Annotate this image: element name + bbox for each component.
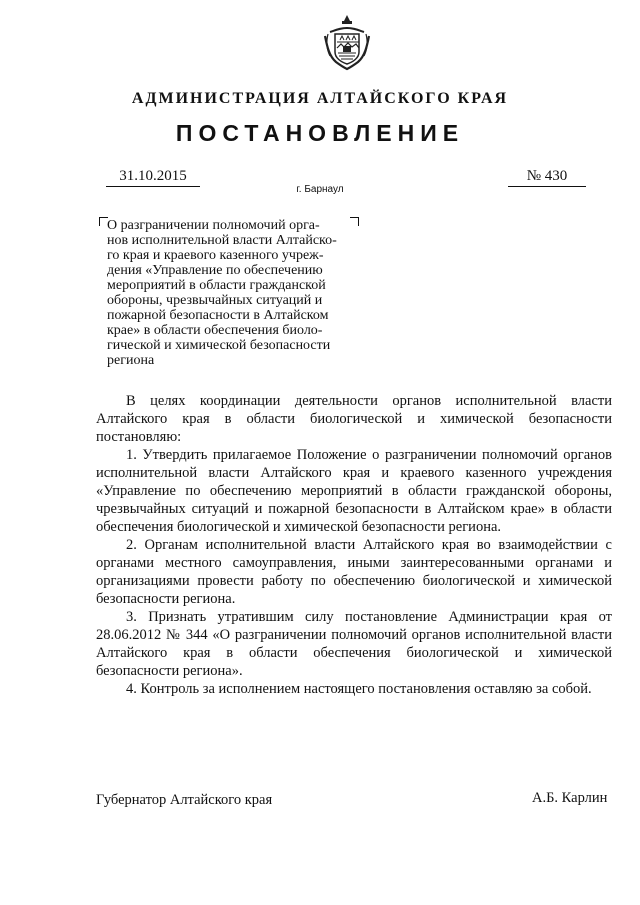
document-type-title: ПОСТАНОВЛЕНИЕ xyxy=(175,120,465,146)
authority-name: АДМИНИСТРАЦИЯ АЛТАЙСКОГО КРАЯ xyxy=(131,90,509,107)
subject-line: гической и химической безопасности xyxy=(107,338,331,353)
document-date: 31.10.2015 xyxy=(106,168,200,187)
subject-line: пожарной безопасности в Алтайском xyxy=(107,308,329,323)
signer-title: Губернатор Алтайского края xyxy=(96,792,273,808)
subject-line: мероприятий в области гражданской xyxy=(107,278,326,293)
subject-line: го края и краевого казенного учреж- xyxy=(107,248,324,263)
coat-of-arms-icon xyxy=(318,12,376,72)
signer-name: А.Б. Карлин xyxy=(532,790,608,806)
decree-item-2: 2. Органам исполнительной власти Алтайского края во взаимодействии с органами местного самоуправления, иными заинтересованными органами и организациями провести работу по обеспечению биологической и химической безопасности региона. xyxy=(96,537,612,607)
subject-heading xyxy=(107,218,362,368)
coat-of-arms-emblem xyxy=(318,12,376,72)
subject-line: дения «Управление по обеспечению xyxy=(107,263,323,278)
preamble-paragraph: В целях координации деятельности органов исполнительной власти Алтайского края в области биологической и химической безопасности постановляю: xyxy=(96,393,612,445)
decree-item-3: 3. Признать утратившим силу постановление Администрации края от 28.06.2012 № 344 «О разграничении полномочий органов исполнительной власти Алтайского края в области обеспечения биологической и химической безопасности региона». xyxy=(96,609,612,679)
issue-city: г. Барнаул xyxy=(296,184,344,195)
subject-line: крае» в области обеспечения биоло- xyxy=(107,323,323,338)
decree-body xyxy=(96,392,612,698)
document-number: № 430 xyxy=(508,168,586,187)
subject-line: нов исполнительной власти Алтайско- xyxy=(107,233,337,248)
subject-line: обороны, чрезвычайных ситуаций и xyxy=(107,293,323,308)
decree-item-4: 4. Контроль за исполнением настоящего постановления оставляю за собой. xyxy=(126,681,592,697)
decree-item-1: 1. Утвердить прилагаемое Положение о разграничении полномочий органов исполнительной власти Алтайского края и краевого казенного учреждения «Управление по обеспечению мероприятий в области гражданской обороны, чрезвычайных ситуаций и пожарной безопасности в Алтайском крае» в области обеспечения биологической и химической безопасности региона. xyxy=(96,447,612,535)
subject-line: региона xyxy=(107,353,155,368)
subject-line: О разграничении полномочий орга- xyxy=(107,218,320,233)
